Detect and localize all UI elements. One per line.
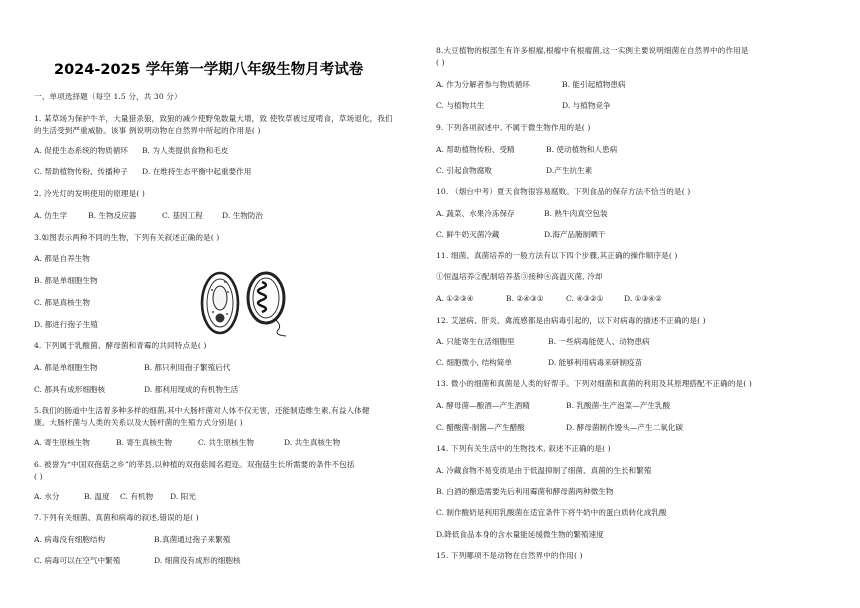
question-text: 1. 某草场为保护牛羊，大量猎杀狼，致狼的减少使野兔数量大增，致 使牧草被过度啃食，草场退化，我们 — [34, 114, 393, 123]
option-b: B. 能引起植物患病 — [562, 80, 626, 89]
option-c: C. 醋酸菌-制酱—产生醋酸 — [436, 423, 525, 432]
option-b: B. 白酒的酿造需要先后利用霉菌和酵母菌两种微生物 — [436, 487, 614, 496]
question-text: ( ) — [34, 472, 43, 481]
option-d: D.海产品腌制晒干 — [544, 230, 606, 239]
option-c: C. 帮助植物传粉、传播种子 — [34, 167, 128, 176]
option-a: A. 水分 — [34, 492, 60, 501]
question-text: 15. 下列哪项不是动物在自然界中的作用( ) — [436, 551, 583, 560]
yeast-cell-illustration — [202, 273, 238, 333]
option-d: D. 都利用现成的有机物生活 — [144, 385, 239, 394]
option-d: D. 与植物竞争 — [562, 101, 611, 110]
option-d: D. 在维持生态平衡中起重要作用 — [142, 167, 252, 176]
question-text: 10. （烟台中考）夏天食物很容易腐败。下列食品的保存方法不恰当的是( ) — [436, 187, 691, 196]
option-b: B. 为人类提供食物和毛皮 — [142, 146, 229, 155]
option-d: D. 酵母菌制作馒头—产生二氧化碳 — [566, 423, 683, 432]
question-text: 康。大肠杆菌与人类的关系以及大肠杆菌的生殖方式分别是( ) — [34, 418, 243, 427]
option-d: D. 能够利用病毒来研制疫苗 — [548, 358, 643, 367]
cell-diagram-figure — [194, 268, 304, 338]
question-text: 的生活受到严重威胁。该事 例说明动物在自然界中所起的作用是( ) — [34, 126, 261, 135]
option-a: A. 只能寄生在活细胞里 — [436, 337, 515, 346]
option-c: C. 鲜牛奶灭菌冷藏 — [436, 230, 500, 239]
option-c: C. 共生原核生物 — [198, 438, 254, 447]
option-c: C. 都是真核生物 — [34, 298, 90, 307]
option-a: A. 蔬菜、水果冷冻保存 — [436, 209, 515, 218]
option-b: B. ②④③① — [506, 294, 544, 303]
option-d: D. 共生真核生物 — [284, 438, 341, 447]
option-b: B.真菌通过孢子来繁殖 — [154, 535, 231, 544]
question-text: 11. 细菌、真菌培养的一般方法有以下四个步骤,其正确的操作顺序是( ) — [436, 251, 678, 260]
question-text: 12. 艾滋病、肝炎、禽流感都是由病毒引起的，以下对病毒的描述不正确的是( ) — [436, 316, 706, 325]
exam-title: 2024-2025 学年第一学期八年级生物月考试卷 — [54, 62, 364, 78]
option-a: A. 都是自养生物 — [34, 254, 90, 263]
option-b: B. 乳酸菌-生产泡菜—产生乳酸 — [566, 401, 671, 410]
option-c: C. 基因工程 — [162, 211, 203, 220]
question-text: 9. 下列各项叙述中, 不属于微生物作用的是( ) — [436, 123, 591, 132]
question-steps: ①恒温培养②配制培养基③接种④高温灭菌, 冷却 — [436, 272, 603, 281]
option-d: D. ①③④② — [624, 294, 662, 303]
option-b: B. 温度 — [84, 492, 110, 501]
option-c: C. 制作酸奶是利用乳酸菌在适宜条件下将牛奶中的蛋白质转化成乳酸 — [436, 508, 667, 517]
option-a: A. 帮助植物传粉、受精 — [436, 145, 515, 154]
option-a: A. 酵母菌—酿酒—产生酒精 — [436, 401, 530, 410]
option-c: C. 有机物 — [120, 492, 154, 501]
option-b: B. 一些病毒能使人、动物患病 — [548, 337, 650, 346]
option-a: A. 都是单细胞生物 — [34, 363, 98, 372]
bacterium-cell-illustration — [248, 273, 286, 336]
option-a: A. 仿生学 — [34, 211, 68, 220]
option-c: C. 细胞微小, 结构简单 — [436, 358, 512, 367]
option-d: D. 阳光 — [170, 492, 196, 501]
question-text: 13. 微小的细菌和真菌是人类的好帮手。下列对细菌和真菌的利用及其原理搭配不正确的是( ) — [436, 379, 752, 388]
option-a: A. 作为分解者参与物质循环 — [436, 80, 530, 89]
option-a: A. 冷藏食物不易变质是由于低温抑制了细菌、真菌的生长和繁殖 — [436, 466, 652, 475]
option-c: C. 病毒可以在空气中繁殖 — [34, 556, 121, 565]
option-b: B. 熟牛肉真空包装 — [544, 209, 608, 218]
option-d: D. 都进行孢子生殖 — [34, 320, 98, 329]
question-text: 6. 被誉为“中国双孢菇之乡”的莘县,以种植的双孢菇闻名遐迩。双孢菇生长所需要的条件不包括 — [34, 460, 355, 469]
option-d: D. 生物防治 — [222, 211, 264, 220]
question-text: 7.下列有关细菌、真菌和病毒的叙述,错误的是( ) — [34, 513, 199, 522]
option-d: D.降低食品本身的含水量能延缓微生物的繁殖速度 — [436, 530, 604, 539]
question-text: 5.我们的肠道中生活着多种多样的细菌,其中大肠杆菌对人体不仅无害，还能制造维生素,有益人体健 — [34, 406, 370, 415]
option-b: B. 使动植物和人患病 — [546, 145, 618, 154]
question-text: 14. 下列有关生活中的生物技术, 叙述不正确的是( ) — [436, 444, 611, 453]
option-b: B. 生物反应器 — [88, 211, 137, 220]
option-c: C. 都具有成形细胞核 — [34, 385, 106, 394]
option-b: B. 寄生真核生物 — [116, 438, 172, 447]
question-text: 8.大豆植物的根部生有许多根瘤,根瘤中有根瘤菌,这一实例主要说明细菌在自然界中的作用是 — [436, 46, 749, 55]
question-text: 2. 冷光灯的发明使用的原理是( ) — [34, 189, 145, 198]
option-d: D. 细菌没有成形的细胞核 — [154, 556, 241, 565]
option-c: C. 与植物共生 — [436, 101, 485, 110]
option-a: A. 促使生态系统的物质循环 — [34, 146, 128, 155]
option-a: A. ①②③④ — [436, 294, 474, 303]
section-heading: 一、单项选择题（每空 1.5 分，共 30 分） — [34, 92, 182, 101]
option-a: A. 寄生原核生物 — [34, 438, 90, 447]
option-b: B. 都是单细胞生物 — [34, 276, 98, 285]
question-text: 3.如图表示两种不同的生物，下列有关叙述正确的是( ) — [34, 233, 220, 242]
option-d: D.产生抗生素 — [546, 166, 593, 175]
question-text: 4. 下列属于乳酸菌、酵母菌和青霉的共同特点是( ) — [34, 341, 207, 350]
option-b: B. 都只利用孢子繁殖后代 — [144, 363, 231, 372]
option-a: A. 病毒没有细胞结构 — [34, 535, 106, 544]
option-c: C. ④③②① — [566, 294, 604, 303]
question-text: ( ) — [436, 58, 445, 67]
option-c: C. 引起食物腐败 — [436, 166, 492, 175]
